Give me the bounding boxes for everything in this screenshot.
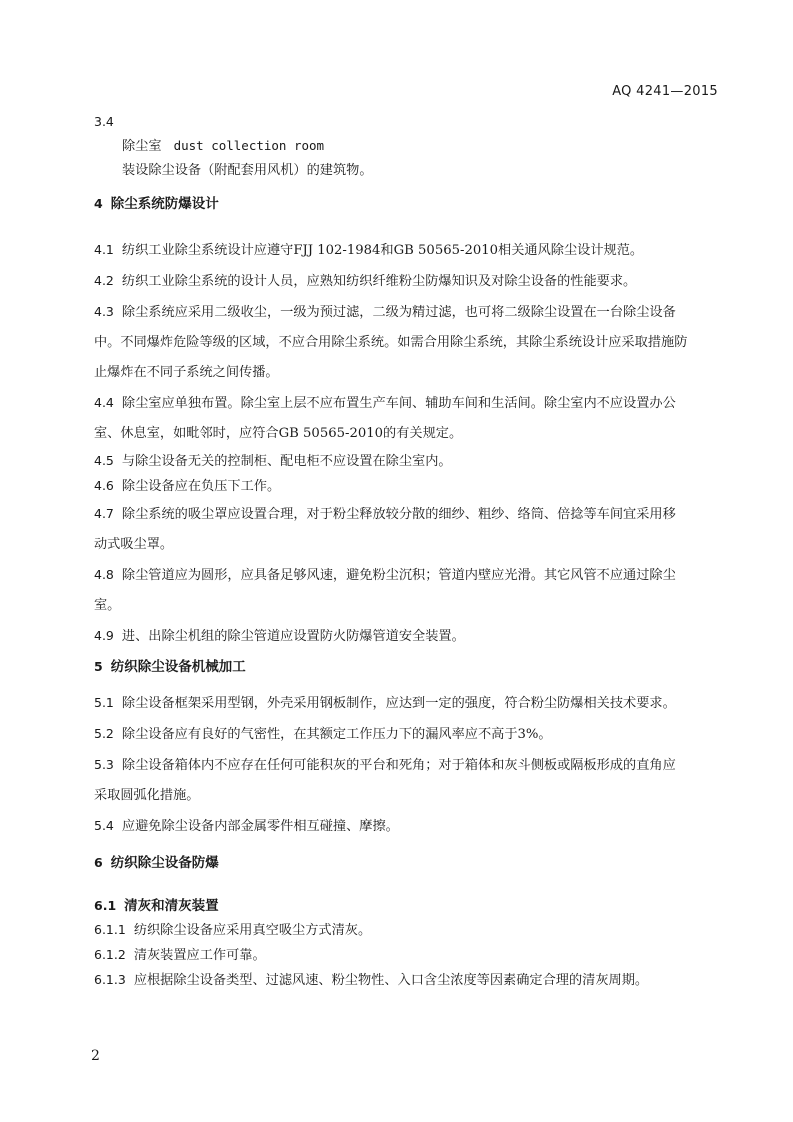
- clause-number: 6.1.3: [94, 972, 126, 987]
- clause-6-1-1: [94, 918, 719, 943]
- clause-text: 除尘设备应在负压下工作。: [121, 479, 281, 494]
- clause-number: 4.2: [94, 273, 114, 288]
- term-definition: 装设除尘设备（附配套用风机）的建筑物。: [122, 163, 373, 178]
- section-5-items: [94, 688, 719, 842]
- section-4-items: [94, 235, 719, 652]
- clause-text: 室。: [94, 598, 121, 613]
- clause-text: 纺织除尘设备应采用真空吸尘方式清灰。: [133, 923, 372, 938]
- clause-4-2: [94, 266, 719, 297]
- clause-4-7: [94, 499, 719, 560]
- clause-number: 4.4: [94, 395, 114, 410]
- clause-5-2: [94, 719, 719, 750]
- term-entry: [94, 134, 719, 159]
- clause-number: 4.5: [94, 453, 114, 468]
- clause-text: 应根据除尘设备类型、过滤风速、粉尘物性、入口含尘浓度等因素确定合理的清灰周期。: [133, 973, 649, 988]
- clause-4-1: [94, 235, 719, 266]
- clause-text: 进、出除尘机组的除尘管道应设置防火防爆管道安全装置。: [121, 629, 465, 644]
- section-4-heading: [94, 189, 719, 219]
- clause-number: 5.2: [94, 726, 114, 741]
- clause-4-4: [94, 388, 719, 449]
- clause-number: 6.1.2: [94, 947, 126, 962]
- clause-4-5: [94, 449, 719, 474]
- document-body: [94, 110, 719, 993]
- clause-text: 室、休息室，如毗邻时，应符合GB 50565-2010的有关规定。: [94, 426, 463, 441]
- clause-6-1-3: [94, 968, 719, 993]
- clause-5-4: [94, 811, 719, 842]
- clause-number: 4.1: [94, 242, 114, 257]
- clause-text: 动式吸尘罩。: [94, 537, 174, 552]
- clause-4-8: [94, 560, 719, 621]
- subsection-title: 清灰和清灰装置: [124, 898, 219, 914]
- clause-number: 4.8: [94, 567, 114, 582]
- clause-text: 除尘室应单独布置。除尘室上层不应布置生产车间、辅助车间和生活间。除尘室内不应设置办公: [121, 396, 676, 411]
- term-number: 3.4: [94, 114, 114, 129]
- clause-number: 5.3: [94, 757, 114, 772]
- term-zh: 除尘室: [122, 139, 162, 154]
- clause-number: 5.4: [94, 818, 114, 833]
- section-title: 纺织除尘设备防爆: [110, 855, 219, 871]
- clause-4-9: [94, 621, 719, 652]
- section-title: 除尘系统防爆设计: [110, 196, 219, 212]
- clause-text: 中。不同爆炸危险等级的区域，不应合用除尘系统。如需合用除尘系统，其除尘系统设计应采取措施防: [94, 335, 688, 350]
- clause-text: 与除尘设备无关的控制柜、配电柜不应设置在除尘室内。: [121, 454, 452, 469]
- standard-code: AQ 4241—2015: [612, 84, 718, 99]
- clause-number: 5.1: [94, 695, 114, 710]
- section-number: 5: [94, 659, 103, 674]
- clause-text: 止爆炸在不同子系统之间传播。: [94, 365, 279, 380]
- clause-number: 4.7: [94, 506, 114, 521]
- clause-number: 4.6: [94, 478, 114, 493]
- page-number: 2: [91, 1048, 100, 1064]
- clause-6-1-2: [94, 943, 719, 968]
- clause-text: 除尘管道应为圆形，应具备足够风速，避免粉尘沉积；管道内壁应光滑。其它风管不应通过除尘: [121, 568, 676, 583]
- section-title: 纺织除尘设备机械加工: [110, 659, 246, 675]
- section-5-heading: [94, 652, 719, 682]
- clause-text: 除尘设备框架采用型钢，外壳采用钢板制作，应达到一定的强度，符合粉尘防爆相关技术要求。: [121, 696, 676, 711]
- clause-text: 除尘设备应有良好的气密性，在其额定工作压力下的漏风率应不高于3%。: [121, 727, 552, 742]
- clause-text: 除尘系统应采用二级收尘，一级为预过滤，二级为精过滤，也可将二级除尘设置在一台除尘设备: [121, 305, 676, 320]
- section-number: 4: [94, 196, 103, 211]
- clause-4-3: [94, 297, 719, 388]
- clause-text: 应避免除尘设备内部金属零件相互碰撞、摩擦。: [121, 819, 399, 834]
- clause-5-1: [94, 688, 719, 719]
- clause-text: 清灰装置应工作可靠。: [133, 948, 266, 963]
- clause-5-3: [94, 750, 719, 811]
- subsection-number: 6.1: [94, 898, 117, 913]
- clause-text: 除尘设备箱体内不应存在任何可能积灰的平台和死角；对于箱体和灰斗侧板或隔板形成的直角应: [121, 758, 676, 773]
- section-number: 6: [94, 855, 103, 870]
- clause-4-6: [94, 474, 719, 499]
- term-en: dust collection room: [173, 138, 325, 153]
- clause-number: 4.3: [94, 304, 114, 319]
- section-6-heading: [94, 848, 719, 878]
- clause-text: 纺织工业除尘系统的设计人员，应熟知纺织纤维粉尘防爆知识及对除尘设备的性能要求。: [121, 274, 637, 289]
- clause-number: 6.1.1: [94, 922, 126, 937]
- section-6-items: [94, 918, 719, 993]
- subsection-6-1-heading: [94, 894, 719, 918]
- clause-text: 纺织工业除尘系统设计应遵守FJJ 102-1984和GB 50565-2010相关通风除尘设计规范。: [121, 243, 644, 258]
- clause-text: 除尘系统的吸尘罩应设置合理，对于粉尘释放较分散的细纱、粗纱、络筒、倍捻等车间宜采用移: [121, 507, 676, 522]
- clause-text: 采取圆弧化措施。: [94, 788, 200, 803]
- clause-number: 4.9: [94, 628, 114, 643]
